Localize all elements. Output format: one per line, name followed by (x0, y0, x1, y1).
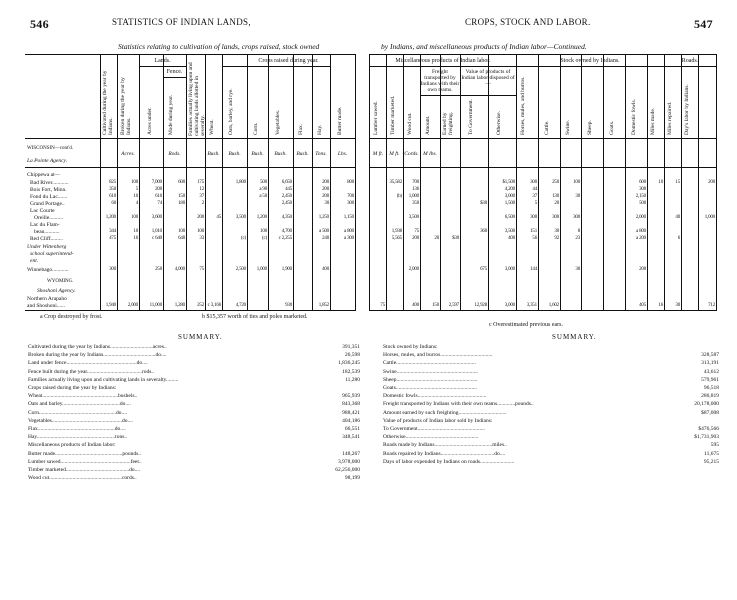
table-cell: 2 (201, 201, 204, 206)
table-cell: 252 (197, 303, 204, 308)
row-label: ent. (30, 258, 39, 264)
row-label: Oreille.......... (34, 215, 64, 221)
unit-rods: Rods. (168, 151, 181, 157)
summary-label: Freight transported by Indians with their own teams.............pounds.. (383, 401, 534, 408)
table-cell: 3,500 (504, 229, 515, 234)
table-cell: 100 (131, 180, 138, 185)
summary-label: Roads made by Indians..........................................miles.. (383, 442, 507, 449)
summary-label: Fence built during the year........................................rods.. (28, 368, 155, 375)
table-cell: 100 (197, 229, 204, 234)
summary-label: Corn........................................................do.... (28, 409, 127, 416)
table-cell: 344 (109, 229, 116, 234)
col-cattle: Cattle. (544, 120, 550, 135)
table-cell: 3,000 (504, 267, 515, 272)
table-cell: 300 (347, 201, 354, 206)
table-cell: 150 (432, 303, 439, 308)
table-cell: 3,500 (408, 215, 419, 220)
table-cell: 30 (324, 201, 329, 206)
table-cell: 1,000 (256, 267, 267, 272)
summary-value: 62,256,000 (335, 467, 360, 473)
table-cell: 445 (285, 187, 292, 192)
table-cell: 350 (412, 201, 419, 206)
table-cell: 5,565 (391, 236, 402, 241)
table-cell: 30 (575, 194, 580, 199)
summary-value: 348,541 (342, 434, 360, 441)
summary-label: Hay.........................................................tons.. (28, 434, 128, 441)
table-cell: 1,602 (548, 303, 559, 308)
table-cell: a 90 (259, 187, 267, 192)
summary-label: Vegetables...................................................do.... (28, 417, 133, 424)
table-cell: 800 (347, 180, 354, 185)
table-cell: 700 (412, 180, 419, 185)
summary-value: 965,939 (342, 393, 360, 400)
table-cell: 610 (155, 194, 162, 199)
summary-value: 286,819 (701, 393, 719, 400)
table-cell: 74 (157, 201, 162, 206)
unit-cords: Cords. (404, 151, 419, 157)
table-cell: 20 (434, 236, 439, 241)
col-goats: Goats. (609, 120, 615, 135)
summary-label: Oats and barley..........................................do.... (28, 401, 131, 408)
table-cell: 3,500 (235, 215, 246, 220)
summary-label: Families actually living upon and cultivating lands in severalty......... (28, 376, 179, 383)
col-timber: Timber marketed. (390, 95, 396, 135)
summary-value: 328,587 (701, 352, 719, 359)
table-cell: 2,000 (635, 215, 646, 220)
row-label: WISCONSIN—cont'd. (27, 146, 74, 151)
right-summary-title: SUMMARY. (552, 333, 597, 341)
summary-label: Cultivated during the year by Indians...............................acres.. (28, 344, 167, 350)
summary-label: Horses, mules, and burros...................................... (383, 352, 493, 359)
roads-group-header: Roads. (681, 58, 699, 64)
col-amount: Amount. (425, 115, 431, 135)
table-cell: 4 (135, 201, 138, 206)
summary-label: Lumber sawed...................................................feet.. (28, 458, 142, 465)
table-cell: 12 (199, 187, 204, 192)
row-label: Red Cliff......... (30, 236, 63, 242)
table-cell: 600 (639, 180, 646, 185)
footnote-a: a Crop destroyed by frost. (40, 314, 103, 320)
freight-header: Freight transported by Indians with their own teams. (420, 69, 460, 93)
table-cell: 250 (155, 267, 162, 272)
summary-label: Domestic fowls.................................................. (383, 393, 487, 400)
table-cell: 2,450 (281, 194, 292, 199)
table-cell: 37 (199, 194, 204, 199)
table-cell: a 50 (259, 194, 267, 199)
table-cell: 6,500 (504, 215, 515, 220)
table-cell: 300 (530, 180, 537, 185)
summary-value: 404,186 (342, 417, 360, 424)
table-cell: 675 (480, 267, 487, 272)
col-sheep: Sheep. (587, 120, 593, 135)
summary-label: Miscellaneous products of Indian labor: (28, 442, 116, 449)
col-earned: Earned by freighting. (442, 111, 454, 135)
col-miles-made: Miles made. (650, 107, 656, 135)
summary-value: $1,731,903 (694, 434, 719, 441)
table-cell: 33 (199, 236, 204, 241)
col-families: Families actually living upon and cultivating lands allotted in severalty. (188, 62, 206, 136)
table-cell: 180 (178, 201, 185, 206)
table-cell: 5 (135, 187, 138, 192)
table-cell: 100 (260, 229, 267, 234)
table-cell: 300 (552, 215, 559, 220)
table-cell: 60 (111, 201, 116, 206)
table-cell: 300 (639, 187, 646, 192)
summary-value: 96,518 (703, 385, 719, 391)
col-to-gov: To Government. (468, 99, 474, 135)
col-otherwise: Otherwise. (496, 111, 502, 135)
table-cell: 10 (133, 194, 138, 199)
summary-value: 98,199 (344, 475, 360, 482)
summary-label: Wood cut.....................................................cords.. (28, 475, 137, 482)
table-cell: 1,150 (343, 215, 354, 220)
table-cell: 712 (708, 303, 715, 308)
summary-label: Sheep........................................................... (383, 376, 478, 383)
col-butter: Butter made. (337, 106, 343, 135)
unit-mft-1: M ft. (372, 151, 384, 157)
table-cell: 175 (197, 180, 204, 185)
table-cell: a 300 (344, 236, 354, 241)
row-label: Shoshoni Agency. (37, 288, 76, 294)
table-cell: 2,150 (635, 194, 646, 199)
table-cell: 4,700 (281, 229, 292, 234)
summary-label: Days of labor expended by Indians on roads......................... (383, 458, 515, 465)
summary-label: Crops raised during the year by Indians: (28, 385, 117, 391)
table-cell: 100 (573, 180, 580, 185)
summary-label: Flax........................................................do.... (28, 426, 126, 432)
col-lumber: Lumber sawed. (373, 101, 379, 135)
table-cell: 30 (554, 229, 559, 234)
table-cell: 1,500 (504, 201, 515, 206)
left-page-number: 546 (30, 17, 49, 31)
col-broken: Broken during the year by Indians. (120, 77, 132, 135)
table-cell: 144 (530, 267, 537, 272)
table-cell: 100 (178, 229, 185, 234)
table-cell: 400 (322, 267, 329, 272)
row-label: La Pointe Agency. (27, 158, 68, 164)
summary-value: 26,598 (344, 352, 360, 359)
table-cell: 1,938 (391, 229, 402, 234)
summary-label: Roads repaired by Indians.......................................do.... (383, 450, 506, 457)
stock-group-header: Stock owned by Indians. (560, 58, 620, 64)
summary-label: Swine........................................................... (383, 368, 478, 375)
col-wood: Wood cut. (407, 112, 413, 135)
col-vegetables: Vegetables. (275, 109, 281, 135)
table-cell: 4,200 (504, 187, 515, 192)
table-cell: 2,000 (408, 267, 419, 272)
summary-value: $476,566 (698, 426, 719, 432)
left-summary-title: SUMMARY. (178, 333, 223, 341)
table-cell: 4,350 (281, 215, 292, 220)
left-page (0, 0, 368, 600)
col-cultivated: Cultivated during the year by Indians. (102, 70, 114, 135)
misc-group-header: Miscellaneous products of Indian labor. (395, 58, 491, 64)
table-cell: 7,000 (151, 180, 162, 185)
unit-tons: Tons. (315, 151, 327, 157)
table-cell: 16 (133, 236, 138, 241)
table-cell: 250 (552, 180, 559, 185)
summary-label: Land under fence...................................................do.... (28, 360, 148, 367)
col-oats: Oats, barley, and rye. (228, 88, 234, 135)
table-cell: 2,500 (235, 267, 246, 272)
table-cell: 11,000 (149, 303, 162, 308)
row-label: Fond du Lac....... (30, 194, 68, 200)
unit-bush-3: Bush. (251, 151, 264, 157)
table-cell: 4,000 (174, 267, 185, 272)
table-cell: 1,852 (318, 303, 329, 308)
table-cell: 200 (155, 187, 162, 192)
table-cell: 56 (532, 236, 537, 241)
table-cell: 400 (508, 236, 515, 241)
table-cell: 16 (658, 303, 663, 308)
table-cell: a 500 (319, 229, 329, 234)
summary-value: 3,978,000 (338, 458, 360, 465)
table-cell: 30 (575, 267, 580, 272)
table-cell: 75 (414, 229, 419, 234)
table-cell: a 200 (636, 236, 646, 241)
table-cell: 200 (708, 180, 715, 185)
left-subtitle: Statistics relating to cultivation of lands, crops raised, stock owned (118, 42, 320, 51)
row-label: Bois Fort, Minn. (30, 187, 67, 193)
table-cell: c 640 (152, 236, 162, 241)
crops-group-header: Crops raised during year. (258, 58, 319, 64)
table-cell: 10 (133, 229, 138, 234)
table-cell: 44 (532, 187, 537, 192)
table-cell: 300 (530, 215, 537, 220)
table-cell: 2,450 (281, 201, 292, 206)
table-cell: 4,720 (235, 303, 246, 308)
footnote-b: b $15,357 worth of ties and poles marketed. (202, 314, 308, 320)
table-cell: 1,010 (151, 229, 162, 234)
summary-value: 313,191 (701, 360, 719, 367)
row-label: Bad River............ (30, 180, 69, 186)
summary-value: 66,551 (344, 426, 360, 432)
col-horses: Horses, mules, and burros. (520, 76, 526, 135)
table-cell: 350 (109, 187, 116, 192)
unit-bush-4: Bush. (274, 151, 287, 157)
unit-bush-2: Bush. (228, 151, 241, 157)
summary-value: 579,961 (701, 376, 719, 383)
table-cell: 37 (532, 194, 537, 199)
unit-acres: Acres. (121, 151, 135, 157)
table-cell: 1,200 (256, 215, 267, 220)
summary-value: 95,215 (703, 458, 719, 465)
table-cell: 300 (573, 215, 580, 220)
col-fowls: Domestic fowls. (631, 98, 637, 135)
summary-label: Broken during the year by Indians......................................do.... (28, 352, 167, 359)
summary-label: To Government................................................. (383, 426, 485, 432)
table-cell: 200 (412, 236, 419, 241)
summary-label: Cattle.......................................................... (383, 360, 476, 367)
summary-value: 391,351 (342, 344, 360, 350)
summary-value: 43,612 (703, 368, 719, 375)
col-flax: Flax. (298, 123, 304, 135)
row-label: and Shoshoni...... (27, 303, 66, 309)
table-cell: 930 (285, 303, 292, 308)
col-made: Made during year. (168, 94, 174, 135)
summary-value: 11,280 (345, 376, 360, 383)
table-cell: $30 (452, 236, 459, 241)
summary-label: Stock owned by Indians: (383, 344, 438, 350)
table-cell: $30 (480, 201, 487, 206)
table-cell: 500 (260, 180, 267, 185)
right-page (369, 0, 737, 600)
table-cell: 240 (322, 236, 329, 241)
table-cell: 2,597 (448, 303, 459, 308)
summary-value: 988,421 (342, 409, 360, 416)
row-label: Lac du Flam- (30, 222, 60, 228)
table-cell: 1,000 (408, 194, 419, 199)
row-label: Lac Courte (30, 208, 55, 214)
table-cell: 200 (322, 180, 329, 185)
table-cell: 405 (639, 303, 646, 308)
table-cell: 1,800 (235, 180, 246, 185)
table-cell: 10 (658, 180, 663, 185)
summary-value: 1,836,245 (338, 360, 360, 367)
right-running-head: CROPS, STOCK AND LABOR. (465, 17, 591, 27)
table-cell: 400 (412, 303, 419, 308)
table-cell: 75 (380, 303, 385, 308)
table-cell: a 800 (636, 229, 646, 234)
table-cell: c 3,166 (207, 303, 221, 308)
table-cell: 200 (197, 215, 204, 220)
summary-value: 595 (710, 442, 719, 449)
table-cell: a 800 (344, 229, 354, 234)
summary-label: Butter made.................................................pounds.. (28, 450, 142, 457)
table-cell: 1,200 (105, 215, 116, 220)
value-header: Value of products of Indian labor disposed of— (461, 69, 515, 87)
table-cell: (c) (262, 236, 267, 241)
table-cell: 100 (131, 215, 138, 220)
summary-label: Wheat.......................................................bushels.. (28, 393, 138, 400)
row-label: beau........... (34, 229, 60, 235)
table-cell: 360 (480, 229, 487, 234)
summary-value: 20,178,000 (694, 401, 719, 408)
table-cell: 3,600 (151, 215, 162, 220)
summary-label: Otherwise..................................................... (383, 434, 479, 441)
summary-label: Value of products of Indian labor sold by Indians: (383, 417, 493, 424)
table-cell: $1,500 (502, 180, 515, 185)
table-cell: c 2,255 (278, 236, 292, 241)
table-cell: (b) (396, 194, 402, 199)
summary-label: Amount earned by such freighting................................... (383, 409, 507, 416)
col-corn: Corn. (253, 122, 259, 135)
table-cell: 200 (639, 267, 646, 272)
table-cell: 1,000 (704, 215, 715, 220)
table-cell: 3,351 (526, 303, 537, 308)
row-label: WYOMING. (47, 279, 74, 284)
unit-lbs: Lbs. (337, 151, 348, 157)
summary-value: 843,368 (342, 401, 360, 408)
row-label: Chippewa at— (27, 172, 61, 178)
row-label: Under Wittenberg (27, 244, 67, 250)
table-cell: 1,280 (174, 303, 185, 308)
footnote-c: c Overestimated previous ears. (489, 322, 563, 328)
unit-mlbs: M lbs. (423, 151, 437, 157)
left-running-head: STATISTICS OF INDIAN LANDS, (112, 17, 251, 27)
table-cell: 35,582 (389, 180, 402, 185)
row-label: Grand Portage.. (30, 201, 65, 207)
table-cell: 12,928 (474, 303, 487, 308)
row-label: Winnebago............ (27, 267, 69, 273)
summary-label: Goats........................................................... (383, 385, 477, 391)
table-cell: 475 (109, 236, 116, 241)
table-cell: (c) (241, 236, 246, 241)
right-page-number: 547 (694, 17, 713, 31)
table-cell: 5 (534, 201, 537, 206)
row-label: school superintend- (30, 251, 74, 257)
summary-value: 182,539 (342, 368, 360, 375)
table-cell: 300 (109, 267, 116, 272)
table-cell: 700 (347, 194, 354, 199)
col-acres-under: Acres under. (147, 107, 153, 135)
right-subtitle: by Indians, and miscellaneous products of Indian labor—Continued. (381, 42, 587, 51)
right-table (369, 54, 717, 311)
table-cell: 1,250 (318, 215, 329, 220)
col-days: Day's labor by Indians. (684, 84, 690, 135)
table-cell: 640 (178, 236, 185, 241)
table-cell: 200 (322, 187, 329, 192)
table-cell: 1,940 (105, 303, 116, 308)
unit-mft-2: M ft. (389, 151, 400, 157)
table-cell: 75 (199, 267, 204, 272)
table-cell: 40 (675, 215, 680, 220)
col-hay: Hay. (317, 124, 323, 135)
table-cell: 20 (554, 201, 559, 206)
table-cell: 500 (639, 201, 646, 206)
unit-bush-1: Bush. (207, 151, 220, 157)
table-cell: 23 (575, 236, 580, 241)
table-cell: 45 (216, 215, 221, 220)
table-cell: 825 (109, 180, 116, 185)
summary-value: 11,675 (704, 450, 719, 457)
table-cell: 8 (577, 229, 580, 234)
summary-value: 148,267 (342, 450, 360, 457)
table-cell: 600 (178, 180, 185, 185)
table-cell: 3,000 (504, 303, 515, 308)
table-cell: 15 (675, 180, 680, 185)
col-miles-repaired: Miles repaired. (667, 101, 673, 135)
table-cell: 6,650 (281, 180, 292, 185)
left-table (25, 54, 356, 311)
table-cell: 3,000 (504, 194, 515, 199)
fence-group-header: Fence. (166, 69, 183, 75)
table-cell: 610 (109, 194, 116, 199)
table-cell: 130 (552, 194, 559, 199)
summary-value: $87,008 (701, 409, 719, 416)
lands-group-header: Lands. (154, 58, 171, 64)
table-cell: 150 (178, 194, 185, 199)
table-cell: 92 (554, 236, 559, 241)
table-cell: 30 (675, 303, 680, 308)
summary-label: Timber marketed..............................................do.... (28, 467, 141, 473)
table-cell: 6 (677, 236, 680, 241)
col-wheat: Wheat. (209, 119, 215, 135)
row-label: Northern Arapaho (27, 296, 67, 302)
table-cell: 136 (412, 187, 419, 192)
table-cell: 200 (322, 194, 329, 199)
table-cell: 151 (530, 229, 537, 234)
table-cell: 2,000 (127, 303, 138, 308)
col-swine: Swine. (565, 119, 571, 135)
table-cell: 1,900 (281, 267, 292, 272)
unit-bush-5: Bush. (296, 151, 309, 157)
